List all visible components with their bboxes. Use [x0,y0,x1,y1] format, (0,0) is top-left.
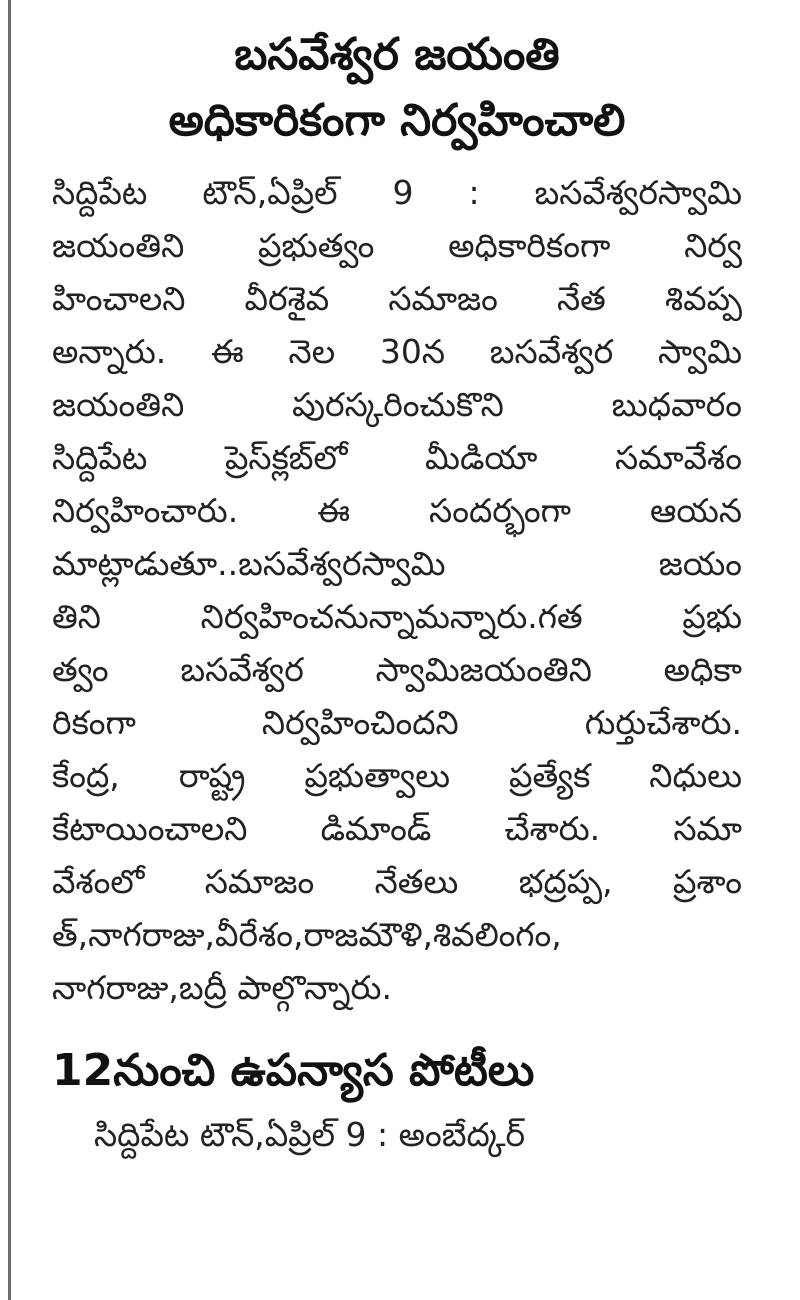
body-line: సిద్దిపేట టౌన్,ఏప్రిల్ 9 : బసవేశ్వరస్వామి [52,173,742,212]
body-line: సిద్దిపేట టౌన్,ఏప్రిల్ 9 : అంబేద్కర్ [94,1115,526,1154]
body-line: వేశంలో సమాజం నేతలు భద్రప్ప, ప్రశాం [52,862,742,901]
body-line: నాగరాజు,బద్రీ పాల్గొన్నారు. [52,968,392,1007]
body-line: సిద్దిపేట ప్రెస్‌క్లబ్‌లో మీడియా సమావేశం [52,438,742,477]
column-divider-rule [8,0,11,1300]
body-line: రికంగా నిర్వహించిందని గుర్తుచేశారు. [52,703,742,742]
article-headline-line-1: బసవేశ్వర జయంతి [234,29,560,80]
body-line: అన్నారు. ఈ నెల 30న బసవేశ్వర స్వామి [52,332,742,371]
article-body [52,166,742,1014]
body-line: త్,నాగరాజు,వీరేశం,రాజమౌళి,శివలింగం, [52,915,562,954]
body-line: నిర్వహించారు. ఈ సందర్భంగా ఆయన [52,491,742,530]
body-line: త్వం బసవేశ్వర స్వామిజయంతిని అధికా [52,650,742,689]
article-basaveshwara [52,22,742,1014]
article-speech-competition [52,1038,742,1161]
body-line: తిని నిర్వహించనున్నామన్నారు.గత ప్రభు [52,597,742,636]
newspaper-clipping [52,22,742,1161]
body-line: మాట్లాడుతూ..బసవేశ్వరస్వామి జయం [52,544,742,583]
body-line: కేంద్ర, రాష్ట్ర ప్రభుత్వాలు ప్రత్యేక నిధులు [52,756,742,795]
article-headline-line-2: అధికారికంగా నిర్వహించాలి [168,95,626,146]
article-headline: 12నుంచి ఉపన్యాస పోటీలు [52,1045,535,1096]
body-line: కేటాయించాలని డిమాండ్ చేశారు. సమా [52,809,742,848]
body-line: జయంతిని పురస్కరించుకొని బుధవారం [52,385,742,424]
body-line: హించాలని వీరశైవ సమాజం నేత శివప్ప [52,279,742,318]
body-line: జయంతిని ప్రభుత్వం అధికారికంగా నిర్వ [52,226,742,265]
